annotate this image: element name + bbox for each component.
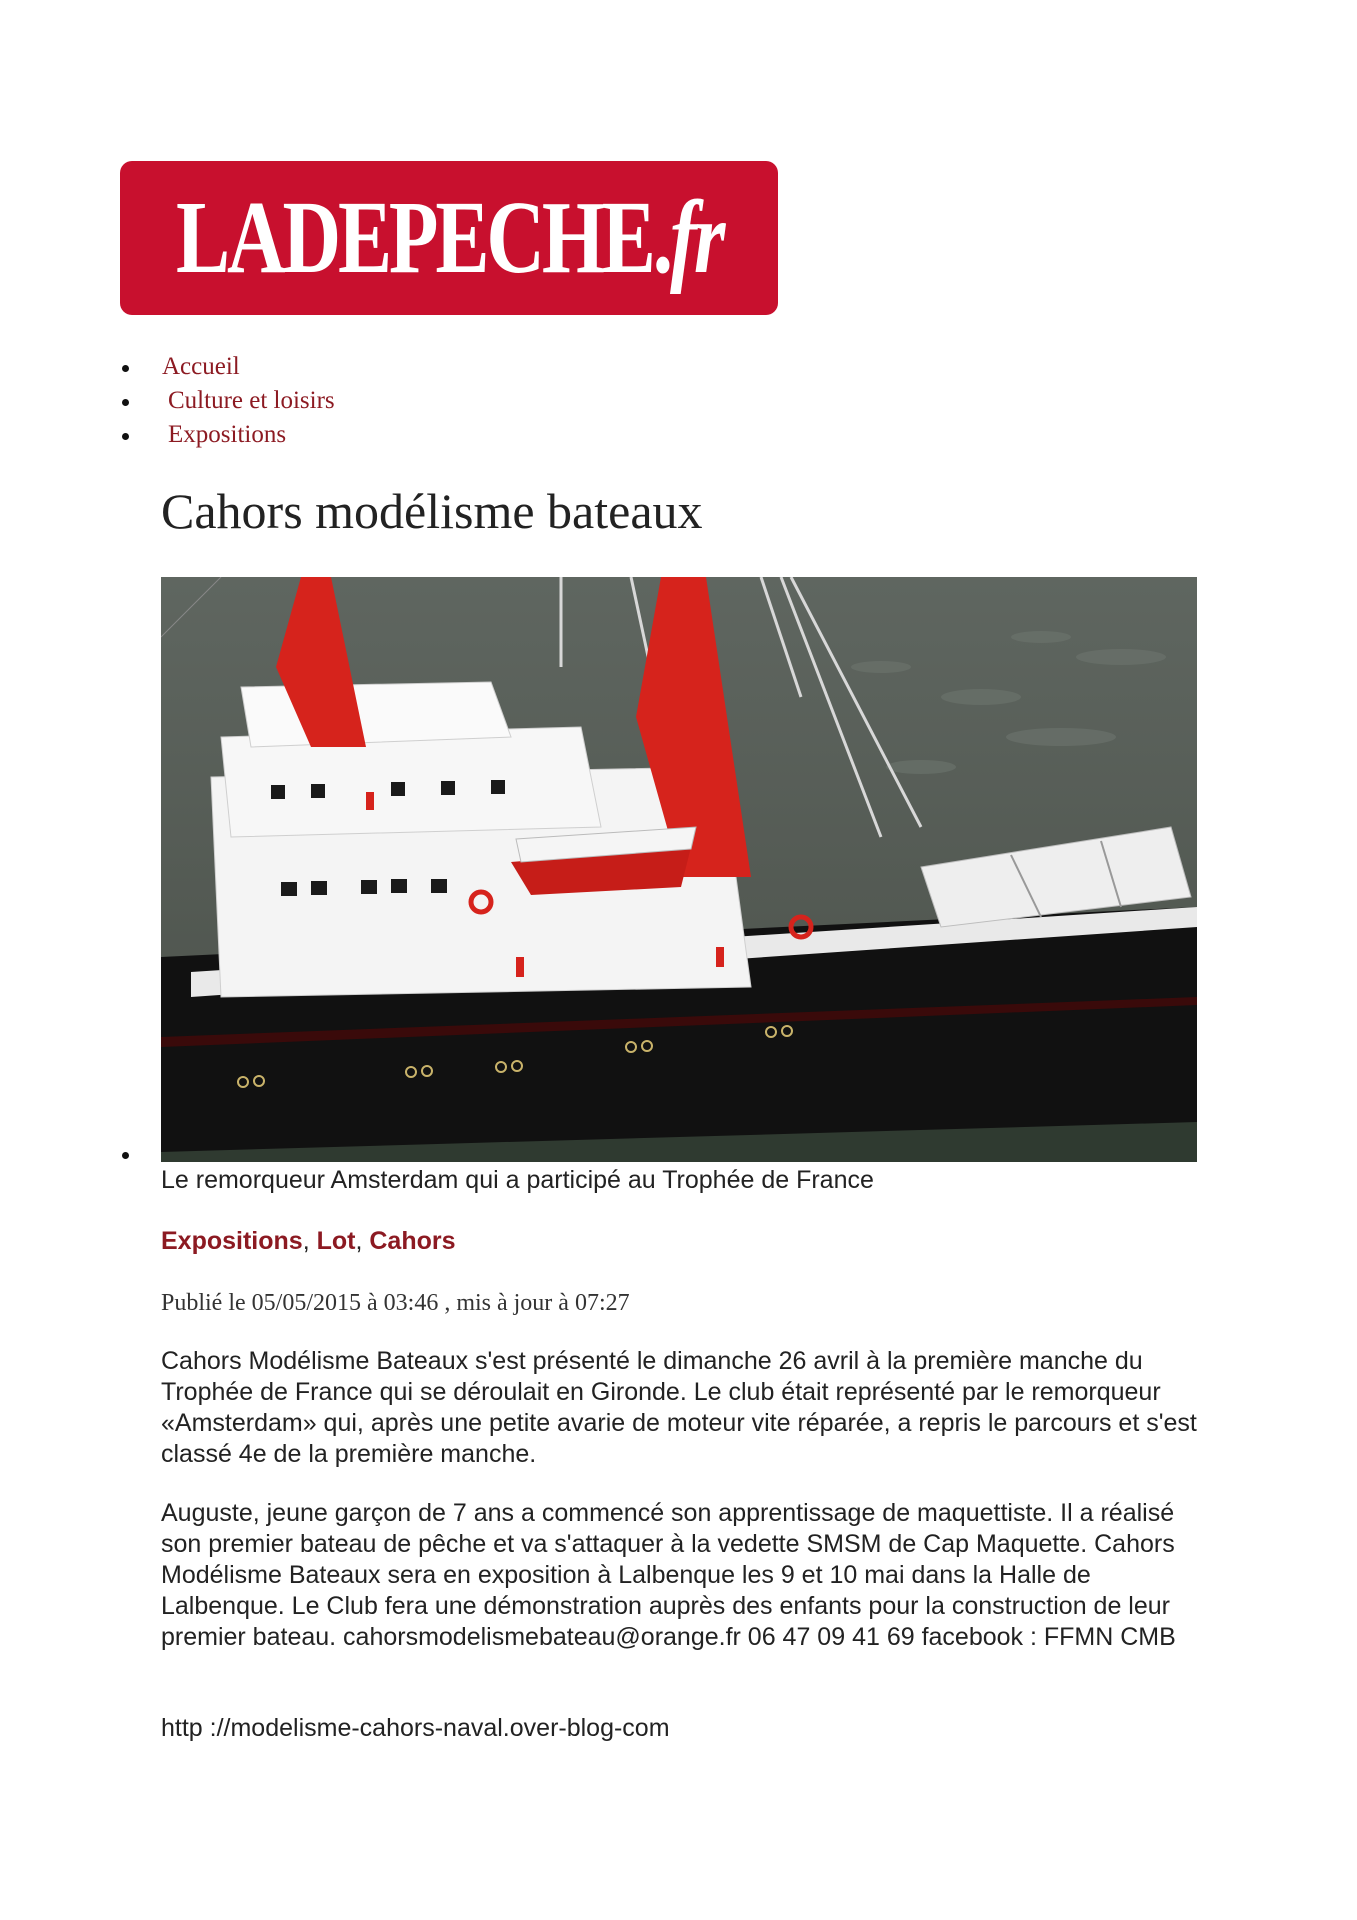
breadcrumb — [120, 350, 335, 452]
tag-list: Expositions, Lot, Cahors — [161, 1227, 456, 1255]
page-title: Cahors modélisme bateaux — [161, 483, 703, 539]
tag-cahors[interactable]: Cahors — [369, 1227, 456, 1255]
tag-expositions[interactable]: Expositions — [161, 1227, 303, 1255]
breadcrumb-item-culture[interactable]: Culture et loisirs — [120, 384, 335, 418]
article-photo — [161, 577, 1197, 1162]
photo-caption: Le remorqueur Amsterdam qui a participé au Trophée de France — [161, 1166, 874, 1194]
article-paragraph: Cahors Modélisme Bateaux s'est présenté le dimanche 26 avril à la première manche du Trophée de France qui se déroulait en Gironde. Le club était représenté par le remorqueur «Amsterdam» qui, après une petite avarie de moteur vite réparée, a repris le parcours et s'est classé 4e de la première manche. — [161, 1347, 1197, 1468]
article-paragraph: Auguste, jeune garçon de 7 ans a commencé son apprentissage de maquettiste. Il a réalisé son premier bateau de pêche et va s'attaquer à la vedette SMSM de Cap Maquette. Cahors Modélisme Bateaux sera en exposition à Lalbenque les 9 et 10 mai dans la Halle de Lalbenque. Le Club fera une démonstration auprès des enfants pour la construction de leur premier bateau. cahorsmodelismebateau@orange.fr 06 47 09 41 69 facebook : FFMN CMB — [161, 1499, 1176, 1651]
article-link-text: http ://modelisme-cahors-naval.over-blog-com — [161, 1714, 670, 1742]
site-logo[interactable] — [120, 161, 778, 315]
breadcrumb-item-accueil[interactable]: Accueil — [120, 350, 335, 384]
logo-wordmark: LADEPECHE.fr — [175, 180, 723, 295]
breadcrumb-item-expositions[interactable]: Expositions — [120, 418, 335, 452]
tag-lot[interactable]: Lot — [316, 1227, 356, 1255]
publish-date: Publié le 05/05/2015 à 03:46 , mis à jour à 07:27 — [161, 1290, 630, 1316]
list-bullet — [122, 1152, 129, 1159]
